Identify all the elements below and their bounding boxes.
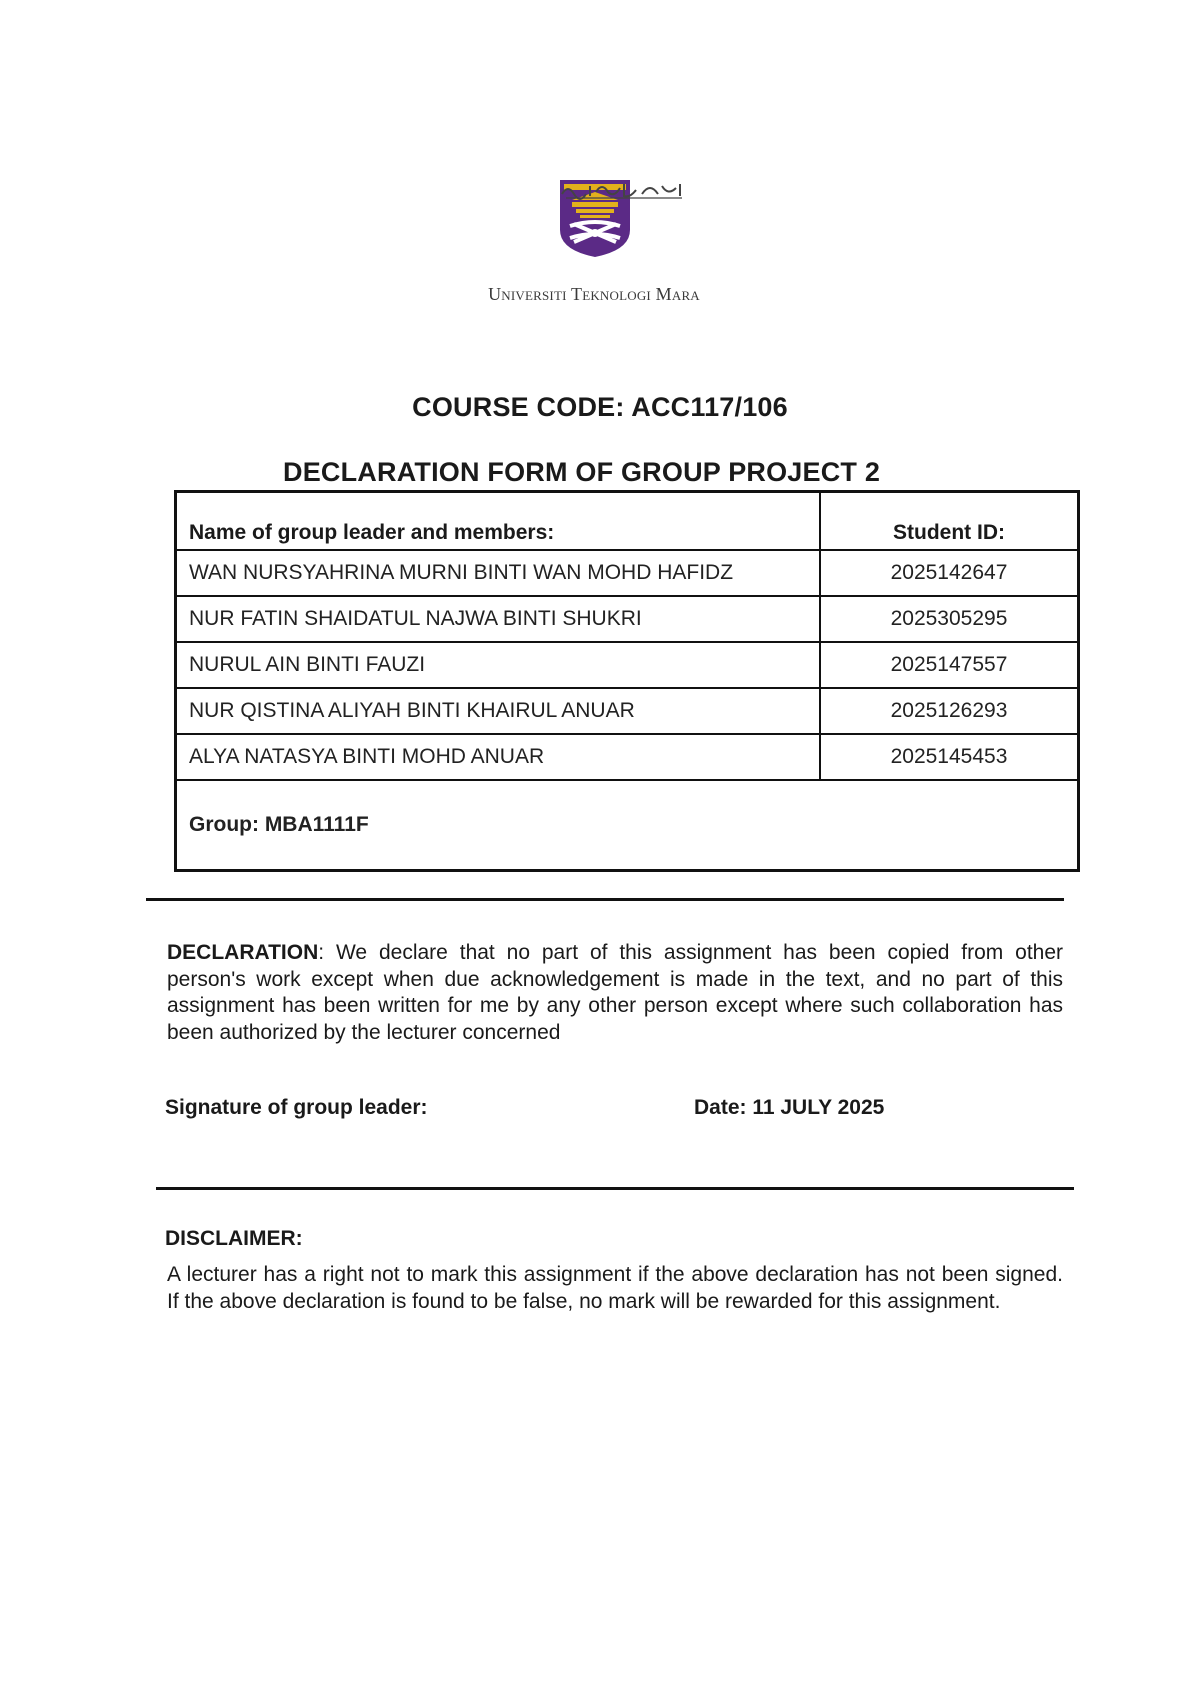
table-row: [176, 596, 1079, 642]
course-code: COURSE CODE: ACC117/106: [412, 392, 788, 422]
member-student-id: 2025145453: [820, 734, 1079, 780]
table-row: [176, 642, 1079, 688]
form-title: DECLARATION FORM OF GROUP PROJECT 2: [283, 457, 881, 487]
table-row: [176, 688, 1079, 734]
declaration-label: DECLARATION: [167, 941, 319, 964]
table-row: [176, 734, 1079, 780]
student-id-column-header: Student ID:: [820, 492, 1079, 551]
disclaimer-title: DISCLAIMER:: [165, 1227, 303, 1250]
divider-line: [146, 898, 1064, 901]
university-name: Universiti Teknologi Mara: [488, 284, 700, 304]
table-row: [176, 550, 1079, 596]
arabic-script-logo: [558, 178, 688, 200]
divider-line: [156, 1187, 1074, 1190]
member-student-id: 2025126293: [820, 688, 1079, 734]
member-student-id: 2025305295: [820, 596, 1079, 642]
member-name: NUR FATIN SHAIDATUL NAJWA BINTI SHUKRI: [176, 596, 821, 642]
group-row: [176, 780, 1079, 871]
declaration-text: : We declare that no part of this assignment has been copied from other person's work except when due acknowledgement is made in the text, and no part of this assignment has been written for me by any other person except where such collaboration has been authorized by the lecturer concerned: [167, 941, 1063, 1044]
member-student-id: 2025142647: [820, 550, 1079, 596]
disclaimer-text: A lecturer has a right not to mark this assignment if the above declaration has not been signed. If the above declaration is found to be false, no mark will be rewarded for this assignment.: [167, 1263, 1063, 1313]
name-column-header: Name of group leader and members:: [176, 492, 821, 551]
member-name: NURUL AIN BINTI FAUZI: [176, 642, 821, 688]
university-logo: [448, 178, 740, 308]
member-student-id: 2025147557: [820, 642, 1079, 688]
date-label: Date: 11 JULY 2025: [694, 1096, 885, 1119]
members-table: [174, 490, 1080, 872]
declaration-paragraph: [167, 940, 1063, 1046]
member-name: NUR QISTINA ALIYAH BINTI KHAIRUL ANUAR: [176, 688, 821, 734]
member-name: WAN NURSYAHRINA MURNI BINTI WAN MOHD HAFIDZ: [176, 550, 821, 596]
table-header-row: [176, 492, 1079, 551]
member-name: ALYA NATASYA BINTI MOHD ANUAR: [176, 734, 821, 780]
group-label: Group: MBA1111F: [176, 780, 821, 871]
signature-label: Signature of group leader:: [165, 1096, 428, 1119]
group-row-spacer: [820, 780, 1079, 871]
